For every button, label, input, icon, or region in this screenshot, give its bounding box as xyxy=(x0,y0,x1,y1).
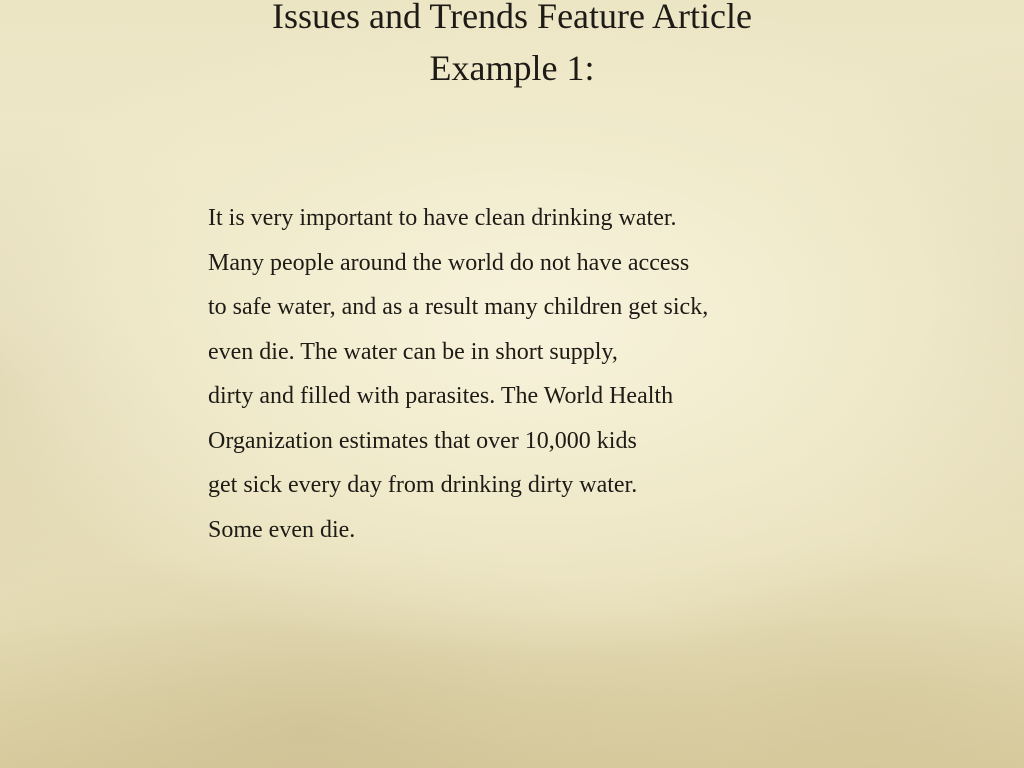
body-line: get sick every day from drinking dirty water. xyxy=(208,472,638,498)
body-line: Some even die. xyxy=(208,516,356,543)
body-line: to safe water, and as a result many children get sick, xyxy=(208,294,709,320)
title-line: Example 1: xyxy=(429,48,595,88)
body-line: even die. The water can be in short supply, xyxy=(208,338,618,365)
title-line: Issues and Trends Feature Article xyxy=(272,0,752,36)
body-line: Many people around the world do not have access xyxy=(208,249,690,276)
body-line: It is very important to have clean drinking water. xyxy=(208,205,677,231)
slide-body xyxy=(208,196,888,552)
slide-title xyxy=(0,0,1024,94)
body-line: dirty and filled with parasites. The World Health xyxy=(208,383,674,409)
body-line: Organization estimates that over 10,000 kids xyxy=(208,427,637,454)
